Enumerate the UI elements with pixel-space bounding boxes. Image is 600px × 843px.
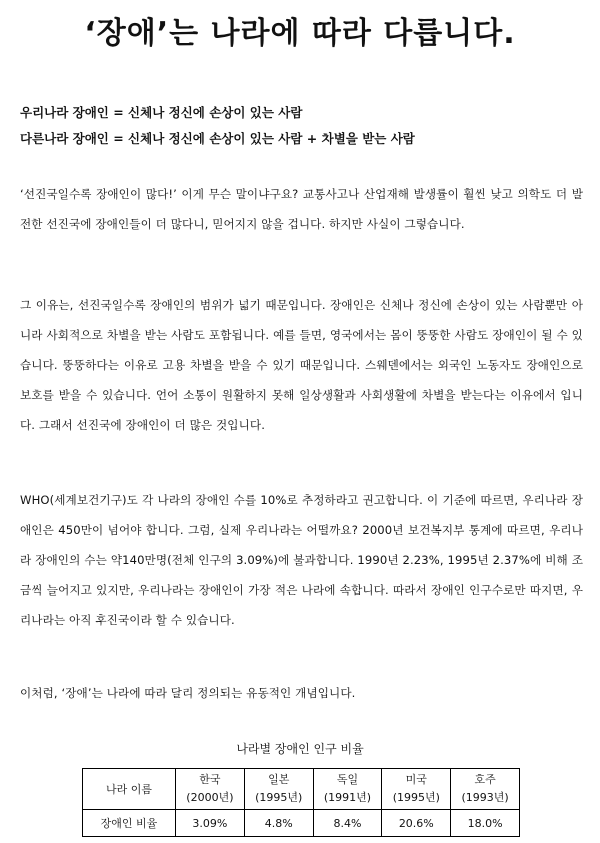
country-year: (1993년) xyxy=(461,791,509,804)
paragraph-who-statistics: WHO(세계보건기구)도 각 나라의 장애인 수를 10%로 추정하라고 권고합니다. 이 기준에 따르면, 우리나라 장애인은 450만이 넘어야 합니다. 그럼, 실제 우리나라는 어떨까요? 2000년 보건복지부 통계에 따르면, 우리나라 장애인의 수는 약140만명(전체 인구의 3.09%)에 불과합니다. 1990년 2.23%, 1995년 2.37%에 비해 조금씩 늘어지고 있지만, 우리나라는 장애인이 가장 적은 나라에 속합니다. 따라서 장애인 인구수로만 따지면, 우리나라는 아직 후진국이라 할 수 있습니다. xyxy=(20,493,583,627)
country-name: 호주 xyxy=(474,773,496,786)
paragraph-intro: ‘선진국일수록 장애인이 많다!’ 이게 무슨 말이냐구요? 교통사고나 산업재해 발생률이 훨씬 낮고 의학도 더 발전한 선진국에 장애인들이 더 많다니, 믿어지지 않을 겁니다. 하지만 사실이 그렇습니다. xyxy=(20,187,583,231)
country-year: (1995년) xyxy=(392,791,440,804)
country-name: 일본 xyxy=(268,773,290,786)
ratio-value-cell: 8.4% xyxy=(313,810,382,837)
country-name: 독일 xyxy=(336,773,359,786)
country-header-cell xyxy=(382,769,451,810)
disability-ratio-table xyxy=(82,768,520,837)
ratio-value-cell: 18.0% xyxy=(451,810,520,837)
table-title: 나라별 장애인 인구 비율 xyxy=(236,742,364,756)
paragraph-reason: 그 이유는, 선진국일수록 장애인의 범위가 넓기 때문입니다. 장애인은 신체나 정신에 손상이 있는 사람뿐만 아니라 사회적으로 차별을 받는 사람도 포함됩니다. 예를 들면, 영국에서는 몸이 뚱뚱한 사람도 장애인이 될 수 있습니다. 뚱뚱하다는 이유로 고용 차별을 받을 수 있기 때문입니다. 스웨덴에서는 외국인 노동자도 장애인으로 보호를 받을 수 있습니다. 언어 소통이 원활하지 못해 일상생활과 사회생활에 차별을 받는다는 이유에서 입니다. 그래서 선진국에 장애인이 더 많은 것입니다. xyxy=(20,298,583,432)
country-year: (2000년) xyxy=(186,791,234,804)
header-label-cell: 나라 이름 xyxy=(83,769,176,810)
ratio-value-cell: 3.09% xyxy=(176,810,245,837)
definition-other-countries: 다른나라 장애인 = 신체나 정신에 손상이 있는 사람 + 차별을 받는 사람 xyxy=(20,131,415,146)
paragraph-conclusion: 이처럼, ‘장애’는 나라에 따라 달리 정의되는 유동적인 개념입니다. xyxy=(20,686,356,700)
table-value-row xyxy=(83,810,520,837)
row-label-cell: 장애인 비율 xyxy=(83,810,176,837)
ratio-value-cell: 20.6% xyxy=(382,810,451,837)
country-header-cell xyxy=(244,769,313,810)
ratio-value-cell: 4.8% xyxy=(244,810,313,837)
country-header-cell xyxy=(313,769,382,810)
definitions xyxy=(20,100,585,152)
country-year: (1995년) xyxy=(255,791,303,804)
page-title: ‘장애’는 나라에 따라 다릅니다. xyxy=(84,16,516,51)
country-header-cell xyxy=(176,769,245,810)
table-header-row xyxy=(83,769,520,810)
country-name: 미국 xyxy=(405,773,427,786)
country-year: (1991년) xyxy=(323,791,372,804)
definition-korea: 우리나라 장애인 = 신체나 정신에 손상이 있는 사람 xyxy=(20,105,303,120)
country-header-cell xyxy=(451,769,520,810)
country-name: 한국 xyxy=(199,773,221,786)
